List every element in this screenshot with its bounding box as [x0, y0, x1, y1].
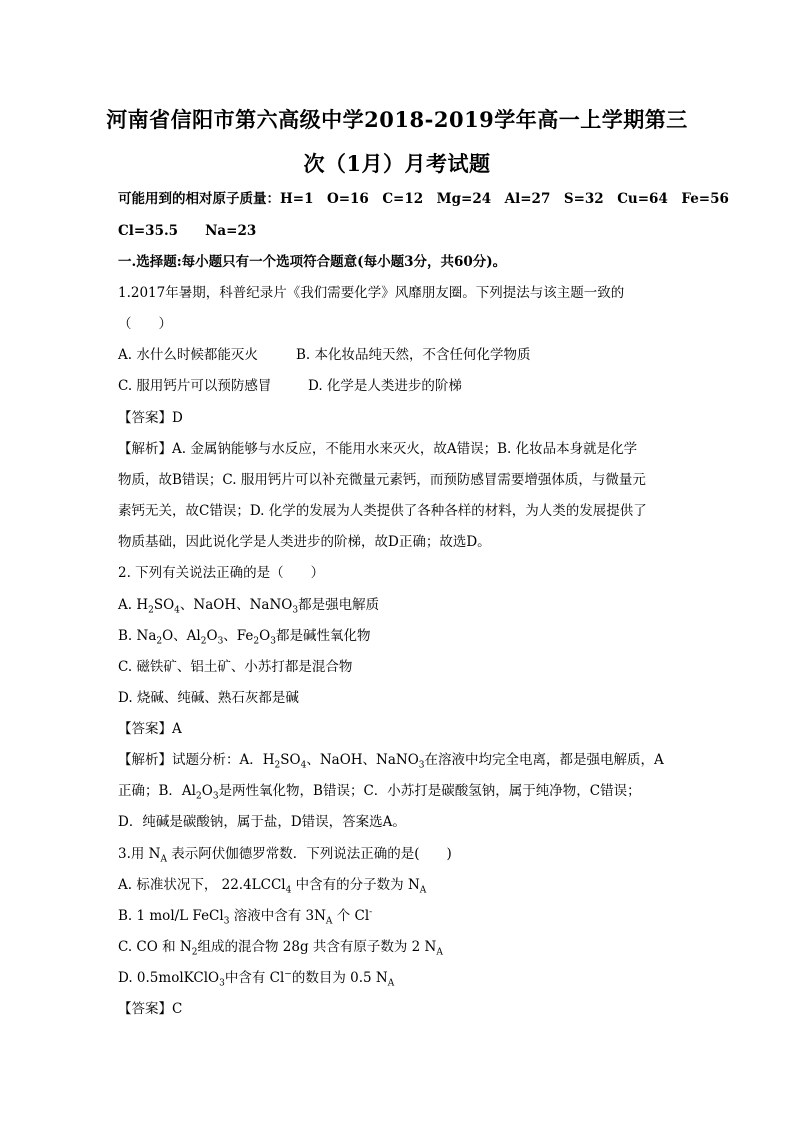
q2-option-a: A. $H_2SO_4$、NaOH、NaNO$_3$都是强电解质: [118, 597, 380, 616]
q2-option-b: B. $Na_2O$、$Al_2O_3$、$Fe_2O_3$都是碱性氧化物: [118, 628, 371, 647]
q3-stem: 3.用 $N_A$ 表示阿伏伽德罗常数．下列说法正确的是( ): [118, 846, 452, 865]
q2-option-d: D. 烧碱、纯碱、熟石灰都是碱: [118, 690, 299, 706]
q1-analysis-line1: 【解析】A. 金属钠能够与水反应，不能用水来灭火，故A错误；B. 化妆品本身就是化学: [118, 441, 638, 457]
q3-option-a: A. 标准状况下， 22.4LCCl$_4$ 中含有的分子数为 $N_A$: [118, 877, 427, 896]
q1-analysis-line4: 物质基础，因此说化学是人类进步的阶梯，故D正确；故选D。: [118, 534, 491, 550]
q3-answer: 【答案】C: [118, 1001, 183, 1017]
q1-option-d: D. 化学是人类进步的阶梯: [308, 378, 462, 394]
q1-option-c: C. 服用钙片可以预防感冒: [118, 378, 272, 394]
q1-analysis-line2: 物质，故B错误；C. 服用钙片可以补充微量元素钙，而预防感冒需要增强体质，与微量元: [118, 472, 646, 488]
q1-option-a: A. 水什么时候都能灭火: [118, 347, 258, 363]
q3-option-c: C. CO 和 $N_2$组成的混合物 28g 共含有原子数为 2 $N_A$: [118, 939, 443, 958]
q1-analysis-line3: 素钙无关，故C错误；D. 化学的发展为人类提供了各种各样的材料，为人类的发展提供了: [118, 503, 647, 519]
q2-analysis-line2: 正确；B．$Al_2O_3$是两性氧化物，B错误；C．小苏打是碳酸氢钠，属于纯净物，C错误；: [118, 783, 641, 802]
q2-answer: 【答案】A: [118, 721, 182, 737]
atomic-masses-line2: Cl=35.5 Na=23: [118, 223, 257, 239]
q3-option-b: B. 1 mol/L FeCl$_3$ 溶液中含有 $3N_A$ 个 Cl-: [118, 907, 373, 927]
document-title-line1: 河南省信阳市第六高级中学2018-2019学年高一上学期第三: [106, 107, 688, 132]
document-title-line2: 次（1月）月考试题: [303, 151, 491, 176]
q1-answer: 【答案】D: [118, 410, 183, 426]
q2-option-c: C. 磁铁矿、铝土矿、小苏打都是混合物: [118, 659, 353, 675]
q1-bracket: （ ）: [118, 316, 172, 332]
section-heading: 一.选择题:每小题只有一个选项符合题意(每小题3分，共60分)。: [118, 254, 507, 270]
q2-analysis-line3: D．纯碱是碳酸钠，属于盐，D错误，答案选A。: [118, 814, 406, 830]
atomic-masses-line1: 可能用到的相对原子质量：H=1 O=16 C=12 Mg=24 Al=27 S=32 Cu=64 Fe=56: [118, 191, 729, 207]
q1-option-b: B. 本化妆品纯天然，不含任何化学物质: [296, 347, 531, 363]
q2-analysis-line1: 【解析】试题分析：A．$H_2SO_4$、NaOH、NaNO$_3$在溶液中均完全电离，都是强电解质，A: [118, 752, 664, 771]
q1-stem: 1.2017年暑期，科普纪录片《我们需要化学》风靡朋友圈。下列提法与该主题一致的: [118, 285, 625, 301]
q3-option-d: D. 0.5molKClO$_3$中含有 Cl−的数目为 0.5 $N_A$: [118, 969, 395, 989]
q2-stem: 2. 下列有关说法正确的是（ ）: [118, 565, 325, 581]
